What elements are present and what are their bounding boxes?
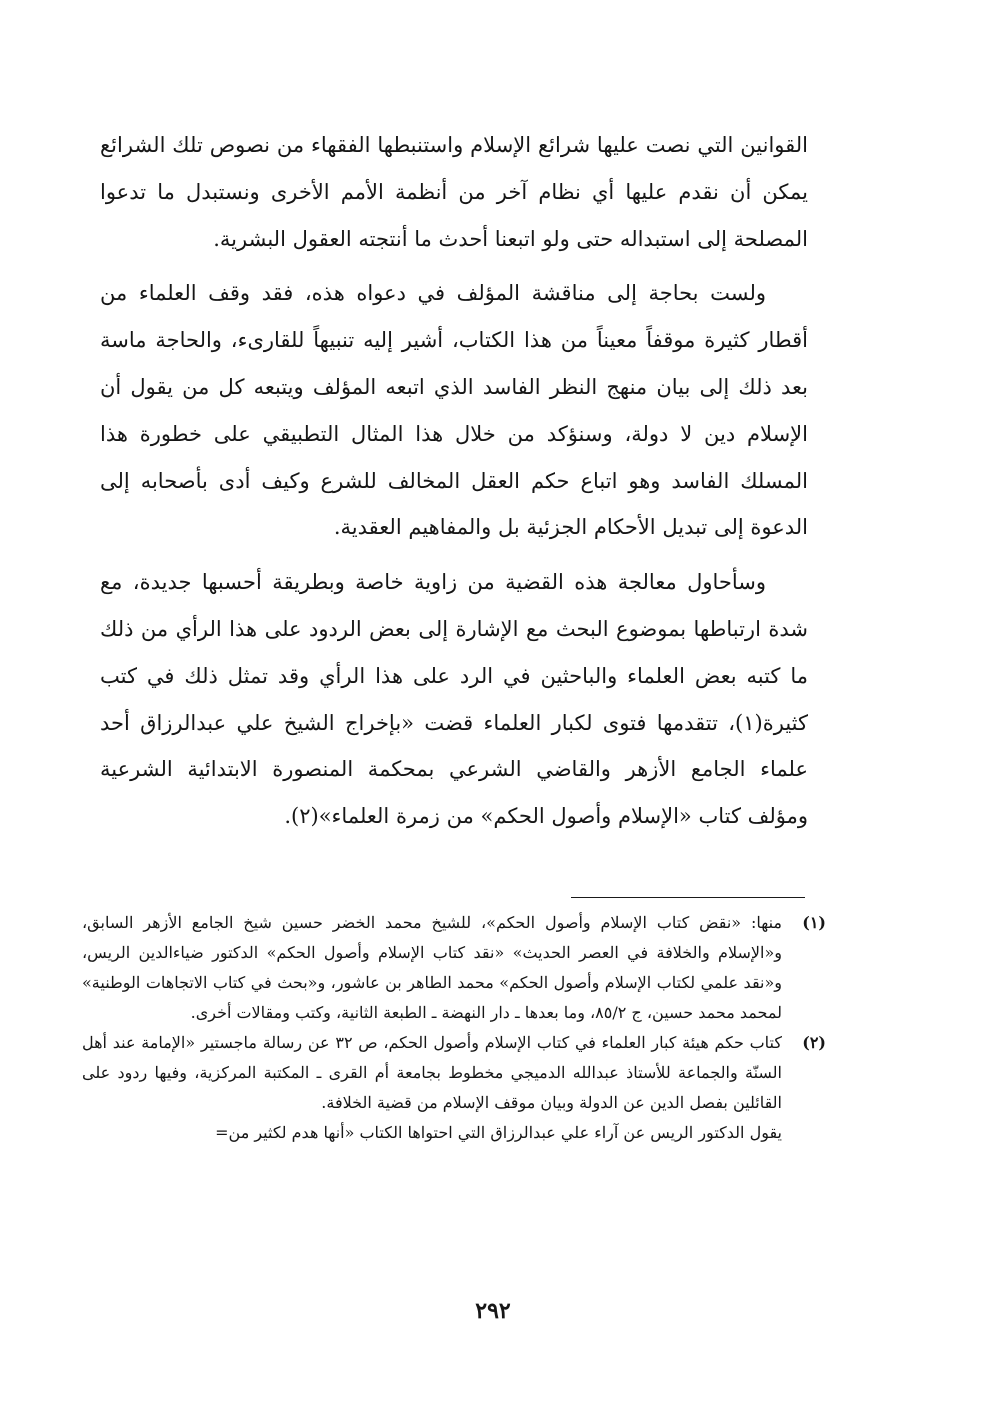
page-number: ٢٩٢ xyxy=(475,1298,511,1324)
footnote-text: كتاب حكم هيئة كبار العلماء في كتاب الإسلام وأصول الحكم، ص ٣٢ عن رسالة ماجستير «الإمامة عند أهل السنّة والجماعة للأستاذ عبدالله الدميجي مخطوط بجامعة أم القرى ـ المكتبة المركزية، وفيها ردود على القائلين بفصل الدين عن الدولة وبيان موقف الإسلام من قضية الخلافة. xyxy=(82,1033,782,1112)
paragraph-1: القوانين التي نصت عليها شرائع الإسلام واستنبطها الفقهاء من نصوص تلك الشرائع يمكن أن نقدم عليها أي نظام آخر من أنظمة الأمم الأخرى ونستبدل ما تدعوا المصلحة إلى استبداله حتى ولو اتبعنا أحدث ما أنتجته العقول البشرية. xyxy=(100,133,808,251)
main-text xyxy=(100,122,808,840)
footnote-separator xyxy=(571,897,805,898)
footnotes xyxy=(82,908,826,1148)
paragraph-2: ولست بحاجة إلى مناقشة المؤلف في دعواه هذه، فقد وقف العلماء من أقطار كثيرة موقفاً معيناً من هذا الكتاب، أشير إليه تنبيهاً للقارىء، والحاجة ماسة بعد ذلك إلى بيان منهج النظر الفاسد الذي اتبعه المؤلف ويتبعه كل من يقول أن الإسلام دين لا دولة، وسنؤكد من خلال هذا المثال التطبيقي على خطورة هذا المسلك الفاسد وهو اتباع حكم العقل المخالف للشرع وكيف أدى بأصحابه إلى الدعوة إلى تبديل الأحكام الجزئية بل والمفاهيم العقدية. xyxy=(100,281,808,540)
footnote-text: منها: «نقض كتاب الإسلام وأصول الحكم»، للشيخ محمد الخضر حسين شيخ الجامع الأزهر السابق، و«الإسلام والخلافة في العصر الحديث» «نقد كتاب الإسلام وأصول الحكم» الدكتور ضياءالدين الريس، و«نقد علمي لكتاب الإسلام وأصول الحكم» محمد الطاهر بن عاشور، و«بحث في كتاب الاتجاهات الوطنية» لمحمد محمد حسين، ج ٨٥/٢، وما بعدها ـ دار النهضة ـ الطبعة الثانية، وكتب ومقالات أخرى. xyxy=(82,913,782,1022)
paragraph-3: وسأحاول معالجة هذه القضية من زاوية خاصة وبطريقة أحسبها جديدة، مع شدة ارتباطها بموضوع البحث مع الإشارة إلى بعض الردود على هذا الرأي من ذلك ما كتبه بعض العلماء والباحثين في الرد على هذا الرأي وقد تمثل ذلك في كتب كثيرة(١)، تتقدمها فتوى لكبار العلماء قضت «بإخراج الشيخ علي عبدالرزاق أحد علماء الجامع الأزهر والقاضي الشرعي بمحكمة المنصورة الابتدائية الشرعية ومؤلف كتاب «الإسلام وأصول الحكم» من زمرة العلماء»(٢). xyxy=(100,570,808,829)
footnote-continuation: يقول الدكتور الريس عن آراء علي عبدالرزاق التي احتواها الكتاب «أنها هدم لكثير من= xyxy=(215,1123,782,1142)
footnote-1 xyxy=(82,908,826,1028)
footnote-number: (٢) xyxy=(802,1033,826,1052)
footnote-number: (١) xyxy=(802,913,826,932)
footnote-2 xyxy=(82,1028,826,1118)
